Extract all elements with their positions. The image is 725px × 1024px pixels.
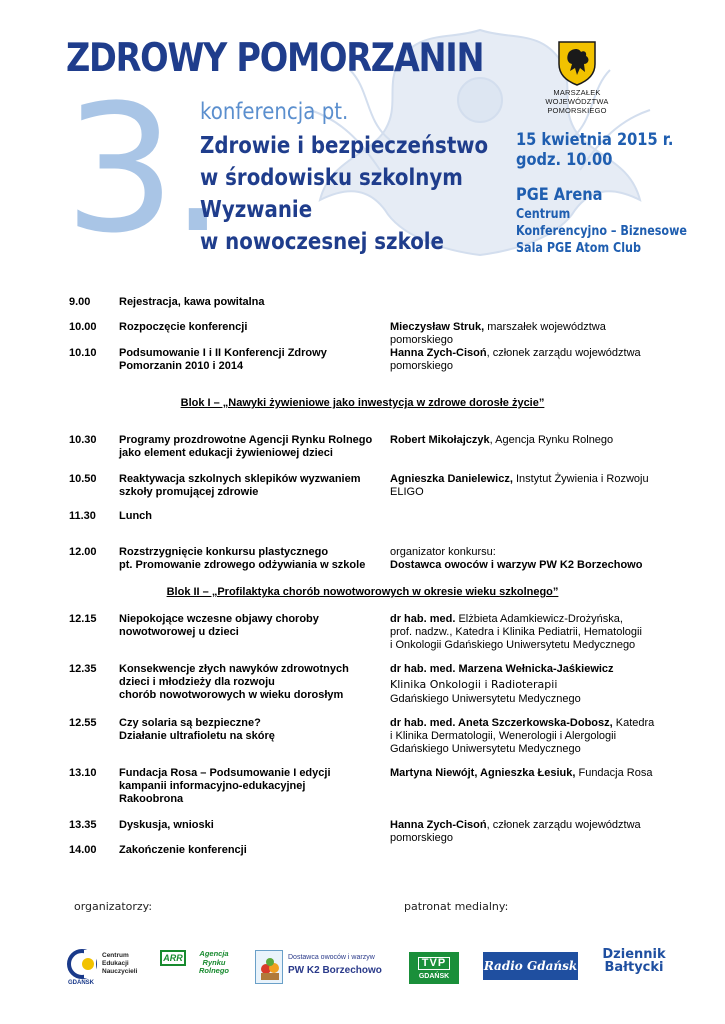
agenda-topic: Czy solaria są bezpieczne? Działanie ultrafioletu na skórę: [119, 717, 275, 742]
tvp-city: GDAŃSK: [418, 973, 450, 980]
agenda-time: 14.00: [69, 844, 97, 856]
event-date: 15 kwietnia 2015 r.: [516, 130, 674, 150]
header-banner: [0, 0, 725, 272]
griffin-shield-icon: [557, 40, 597, 86]
agenda-time: 9.00: [69, 296, 91, 308]
event-time: godz. 10.00: [516, 150, 613, 170]
agenda-topic: Rozstrzygnięcie konkursu plastycznego pt. Promowanie zdrowego odżywiania w szkole: [119, 546, 366, 571]
block-header: Blok I – „Nawyki żywieniowe jako inwestycja w zdrowe dorosłe życie”: [180, 397, 545, 409]
agenda-time: 10.10: [69, 347, 97, 359]
agenda-time: 13.10: [69, 767, 97, 779]
cen-text: Centrum Edukacji Nauczycieli: [102, 952, 138, 975]
venue-line: Konferencyjno – Biznesowe: [516, 224, 688, 239]
agenda-time: 12.15: [69, 613, 97, 625]
agenda-topic: Niepokojące wczesne objawy choroby nowotworowej u dzieci: [119, 613, 319, 638]
agenda-speaker: organizator konkursu: Dostawca owoców i warzyw PW K2 Borzechowo: [390, 546, 643, 571]
agenda-time: 10.00: [69, 321, 97, 333]
fruit-basket-icon: [255, 950, 283, 984]
arr-logo: [160, 950, 240, 980]
cen-logo: [66, 948, 146, 988]
k2-tagline: Dostawca owoców i warzyw: [288, 954, 375, 961]
venue-line: Sala PGE Atom Club: [516, 241, 641, 256]
agenda-speaker: Hanna Zych-Cisoń, członek zarządu województwa pomorskiego: [390, 819, 641, 844]
date-venue-block: [516, 130, 687, 257]
radio-gdansk-logo: Radio Gdańsk: [483, 952, 578, 980]
agenda-speaker: Agnieszka Danielewicz, Instytut Żywienia i Rozwoju ELIGO: [390, 473, 649, 498]
arr-text: Agencja Rynku Rolnego: [199, 949, 229, 975]
tvp-mark: TVP: [418, 957, 450, 970]
organizers-label: organizatorzy:: [74, 900, 153, 913]
agenda-speaker: Mieczysław Struk, marszałek województwa pomorskiego: [390, 321, 606, 346]
agenda-speaker: dr hab. med. Marzena Wełnicka-Jaśkiewicz Klinika Onkologii i Radioterapii Gdańskiego Uniwersytetu Medycznego: [390, 663, 614, 705]
arr-mark: ARR: [160, 950, 186, 966]
agenda-topic: Rozpoczęcie konferencji: [119, 321, 248, 333]
agenda-topic: Konsekwencje złych nawyków zdrowotnych dzieci i młodzieży dla rozwoju chorób nowotworowych w wieku dorosłym: [119, 663, 349, 701]
agenda-speaker: Martyna Niewójt, Agnieszka Łesiuk, Fundacja Rosa: [390, 767, 653, 779]
agenda-topic: Reaktywacja szkolnych sklepików wyzwaniem szkoły promującej zdrowie: [119, 473, 361, 498]
cen-emblem-icon: [66, 948, 98, 980]
cen-city: GDAŃSK: [68, 980, 95, 986]
agenda-speaker: Robert Mikołajczyk, Agencja Rynku Rolnego: [390, 434, 614, 446]
conference-prefix: konferencja pt.: [200, 99, 349, 125]
venue-line: Centrum: [516, 207, 571, 222]
media-patrons-label: patronat medialny:: [404, 900, 509, 913]
agenda-topic: Lunch: [119, 510, 152, 522]
edition-number: 3.: [64, 67, 220, 272]
agenda-time: 12.00: [69, 546, 97, 558]
event-series-title: ZDROWY POMORZANIN: [66, 36, 484, 81]
agenda-time: 10.50: [69, 473, 97, 485]
tvp-gdansk-logo: [409, 952, 459, 984]
agenda-speaker: dr hab. med. Aneta Szczerkowska-Dobosz, Katedra i Klinika Dermatologii, Wenerologii i Alergologii Gdańskiego Uniwersytetu Medycznego: [390, 717, 655, 755]
marshal-caption-line: MARSZAŁEK: [553, 88, 601, 97]
conference-title-line: Zdrowie i bezpieczeństwo: [200, 133, 489, 159]
agenda-speaker: dr hab. med. Elżbieta Adamkiewicz-Drożyńska, prof. nadzw., Katedra i Klinika Pediatrii, Hematologii i Onkologii Gdańskiego Uniwersytetu Medycznego: [390, 613, 642, 651]
agenda-topic: Programy prozdrowotne Agencji Rynku Rolnego jako element edukacji żywieniowej dzieci: [119, 434, 373, 459]
k2-borzechowo-logo: [255, 950, 395, 986]
agenda-speaker: Hanna Zych-Cisoń, członek zarządu województwa pomorskiego: [390, 347, 641, 372]
marshal-caption-line: WOJEWÓDZTWA POMORSKIEGO: [545, 97, 609, 115]
agenda-topic: Dyskusja, wnioski: [119, 819, 214, 831]
conference-title-line: Wyzwanie: [200, 197, 313, 223]
marshal-logo: [522, 40, 632, 115]
agenda-topic: Podsumowanie I i II Konferencji Zdrowy Pomorzanin 2010 i 2014: [119, 347, 327, 372]
agenda-time: 12.35: [69, 663, 97, 675]
dziennik-baltycki-logo: Dziennik Bałtycki: [602, 947, 666, 975]
agenda-topic: Fundacja Rosa – Podsumowanie I edycji kampanii informacyjno-edukacyjnej Rakoobrona: [119, 767, 331, 805]
agenda-topic: Zakończenie konferencji: [119, 844, 247, 856]
agenda-time: 10.30: [69, 434, 97, 446]
agenda-time: 13.35: [69, 819, 97, 831]
agenda-time: 12.55: [69, 717, 97, 729]
block-header: Blok II – „Profilaktyka chorób nowotworowych w okresie wieku szkolnego”: [166, 586, 559, 598]
k2-name: PW K2 Borzechowo: [288, 965, 382, 976]
conference-title-line: w środowisku szkolnym: [200, 165, 463, 191]
venue-name: PGE Arena: [516, 185, 603, 205]
agenda-time: 11.30: [69, 510, 96, 522]
conference-title-line: w nowoczesnej szkole: [200, 229, 444, 255]
marshal-caption: [522, 88, 632, 115]
agenda-topic: Rejestracja, kawa powitalna: [119, 296, 265, 308]
conference-title: [200, 130, 488, 258]
